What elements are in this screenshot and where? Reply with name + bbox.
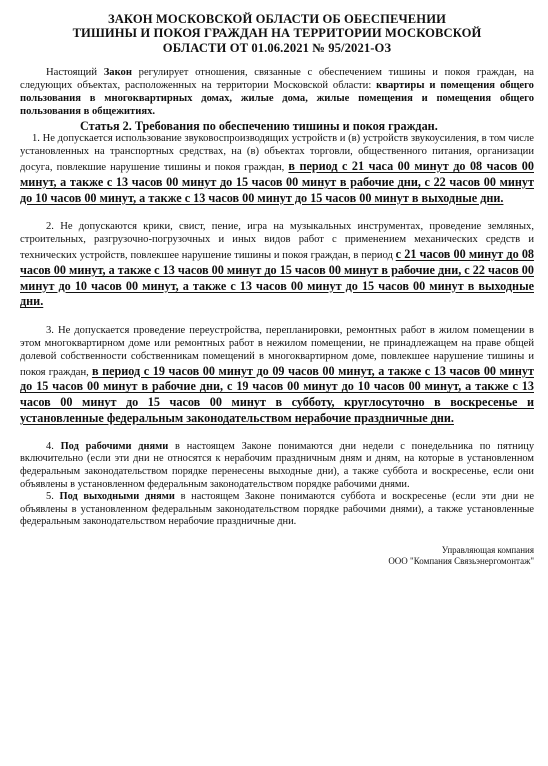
signature-line-1: Управляющая компания (441, 544, 534, 555)
document-title (20, 12, 534, 55)
paragraph-4 (20, 441, 534, 491)
paragraph-3-bold: в период с 19 часов 00 минут до 09 часов 00 минут, а также с 13 часов 00 минут до 15 часов 00 минут в рабочие дни, с 19 часов 00 минут до 10 часов 00 минут, а также с 13 часов 00 минут до 15 часов 00 минут в субботу, круглосуточно в воскресенье и установленные федеральным законодательством нерабочие праздничные дни. (20, 363, 534, 425)
signature-block (20, 545, 534, 567)
paragraph-4-text: в настоящем Законе понимаются дни недели с понедельника по пятницу включительно (если эти дни не относятся к нерабочим праздничным дням и дням, на которые в установленном федеральным законодательством порядке перенесены выходные дни), а также суббота и воскресенье, если они объявлены в установленном федеральным законодательством порядке рабочими днями. (20, 440, 535, 490)
intro-bold-objects: квартиры и помещения общего пользования в многоквартирных домах, жилые дома, жилые помещения и помещения общего пользования в общежитиях. (20, 80, 534, 117)
spacer (20, 427, 534, 441)
paragraph-1 (20, 133, 534, 206)
paragraph-5-num: 5. (46, 491, 60, 503)
intro-bold-word: Закон (103, 67, 132, 79)
intro-mid: регулирует отношения, связанные с обеспечением тишины и покоя граждан, на следующих объектах, расположенных на территории Московской области: (20, 67, 534, 92)
paragraph-3-text: 3. Не допускается проведение переустройства, перепланировки, ремонтных работ в жилом помещении в этом многоквартирном доме или ремонтных работ в нежилом помещении, не принадлежащем на праве общей долевой собственности собственникам помещений в многоквартирном доме, повлекшее нарушение тишины и покоя граждан, (20, 325, 534, 378)
intro-pre: Настоящий (46, 67, 104, 79)
title-line-2: ТИШИНЫ И ПОКОЯ ГРАЖДАН НА ТЕРРИТОРИИ МОСКОВСКОЙ (72, 26, 482, 41)
article-heading: Статья 2. Требования по обеспечению тишины и покоя граждан. (80, 119, 438, 134)
title-line-1: ЗАКОН МОСКОВСКОЙ ОБЛАСТИ ОБ ОБЕСПЕЧЕНИИ (107, 12, 446, 26)
paragraph-5 (20, 491, 534, 529)
paragraph-3 (20, 325, 534, 427)
spacer (20, 206, 534, 221)
title-line-3: ОБЛАСТИ ОТ 01.06.2021 № 95/2021-ОЗ (162, 40, 392, 55)
paragraph-4-num: 4. (46, 440, 61, 452)
paragraph-4-bold: Под рабочими днями (60, 440, 169, 452)
paragraph-5-text: в настоящем Законе понимаются суббота и воскресенье (если эти дни не объявлены в установленном федеральным законодательством порядке рабочими днями), а также установленные федеральным законодательством нерабочие праздничные дни. (20, 491, 534, 528)
paragraph-2-text: 2. Не допускаются крики, свист, пение, игра на музыкальных инструментах, проведение земляных, строительных, разгрузочно-погрузочных и иных видов работ с применением механических средств и технических устройств, повлекшее нарушение тишины и покоя граждан, в период (20, 221, 534, 261)
intro-paragraph (20, 67, 534, 118)
paragraph-1-text: 1. Не допускается использование звуковоспроизводящих устройств и (в) устройств звукоусиления, в том числе установленных на транспортных средствах, на (в) объектах торговли, общественного питания, организации досуга, повлекшие нарушение тишины и покоя граждан, (20, 133, 534, 173)
signature-line-2: ООО "Компания Связьэнергомонтаж" (388, 555, 534, 566)
paragraph-2-bold: с 21 часов 00 минут до 08 часов 00 минут, а также с 13 часов 00 минут до 15 часов 00 минут в рабочие дни, с 22 часов 00 минут до 10 часов 00 минут, а также с 13 часов 00 минут до 15 часов 00 минут в выходные дни. (20, 246, 535, 309)
spacer (20, 310, 534, 325)
paragraph-1-bold: в период с 21 часа 00 минут до 08 часов 00 минут, а также с 13 часов 00 минут до 15 часов 00 минут в рабочие дни, с 22 часов 00 минут до 10 часов 00 минут, а также с 13 часов 00 минут до 15 часов 00 минут в выходные дни. (20, 159, 534, 205)
paragraph-2 (20, 221, 534, 310)
paragraph-5-bold: Под выходными днями (59, 491, 175, 503)
